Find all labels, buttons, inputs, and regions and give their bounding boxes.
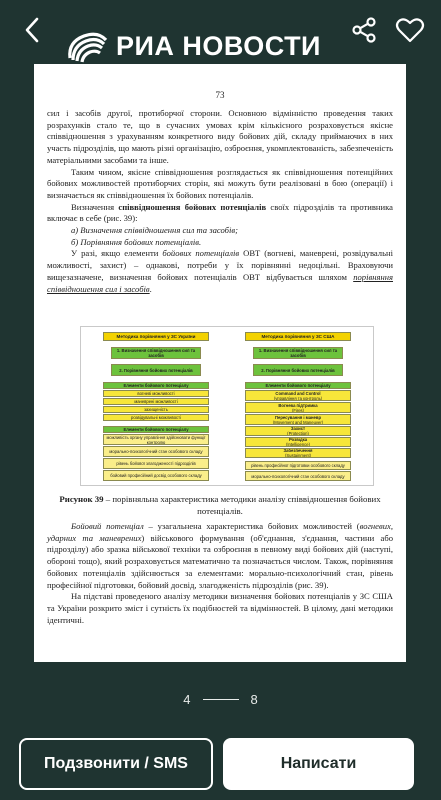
left-extra: морально-психологічний стан особового складу	[103, 446, 209, 457]
like-button[interactable]	[394, 14, 426, 46]
left-step1: 1. Визначення співвідношення сил та засобів	[111, 347, 201, 359]
logo-text: РИА НОВОСТИ	[116, 30, 321, 61]
share-icon	[348, 14, 380, 46]
right-element	[245, 426, 351, 436]
right-element-name: Вогнева підтримка	[278, 402, 318, 408]
caption-text: – порівняльна характеристика методики аналізу співвідношення бойових потенціалів.	[103, 494, 381, 516]
list-item	[47, 237, 393, 249]
text-span: ОВТ (вогневі, маневрені, розвідувальні можливості, захист) – однакові, потреби у їх порівнянні недоцільні. Враховуючи вищезазначене, визначення бойових потенціалів ОВТ відбувається шляхом	[47, 248, 393, 282]
right-element-name: Розвідка	[288, 437, 308, 442]
left-step2: 2. Порівняння бойових потенціалів	[111, 364, 201, 376]
right-element-name: Command and Control	[275, 390, 321, 396]
italic-term: вогневих, ударних та маневрених	[47, 521, 393, 543]
left-element: захищеність	[103, 406, 209, 413]
right-element-sub: (Fires)	[291, 407, 305, 413]
right-title: Методика порівняння у ЗС США	[245, 332, 351, 341]
list-item-text: а) Визначення співвідношення сил та засобів;	[71, 225, 238, 236]
pager-current: 4	[183, 691, 191, 707]
left-title: Методика порівняння у ЗС України	[103, 332, 209, 341]
right-extra: рівень професійної підготовки особового складу	[245, 461, 351, 470]
paragraph: сил і засобів другої, протиборчої сторони. Основною відмінністю проведення таких розрахунків стало те, що в сучасних умовах крім кількісного розраховується якісне співвідношення з урахуванням конкретного виду бойових дій, складу приймаючих в них участь підрозділів, що мають різні організацію, озброєння, укомплектованість, забезпеченість матеріальними засобами та інше.	[47, 108, 393, 165]
heart-icon	[394, 14, 426, 46]
italic-term: порівняння співвідношення сил і засобів	[47, 271, 393, 294]
text-span: своїх підрозділів та противника включає в себе (рис. 39):	[47, 201, 393, 224]
document-text-top	[47, 108, 393, 295]
ria-logo	[64, 26, 321, 66]
right-extra: морально-психологічний стан особового складу	[245, 471, 351, 481]
figure-caption	[47, 494, 393, 517]
paragraph	[47, 248, 393, 295]
left-extra: можливість органу управління здійснювати функції контролю	[103, 434, 209, 445]
text-span: Визначення	[71, 201, 119, 212]
paragraph: На підставі проведеного аналізу методики визначення бойових потенціалів у ЗС США та України розкрито зміст і сутність їх подібностей та відмінностей. В цілому, дані методики ідентичні.	[47, 591, 393, 625]
document-text-bottom	[47, 521, 393, 626]
gallery-pager	[0, 690, 441, 708]
list-item-text: б) Порівняння бойових потенціалів.	[71, 236, 202, 247]
right-element-sub: (управління та контроль)	[273, 395, 323, 401]
right-element	[245, 448, 351, 458]
left-element: маневрені можливості	[103, 398, 209, 405]
right-element	[245, 402, 351, 413]
right-element	[245, 390, 351, 401]
page-number: 73	[215, 90, 225, 100]
right-element-sub: (Movement and Maneuver)	[272, 419, 324, 425]
paragraph	[47, 521, 393, 591]
left-elements-header: Елементи бойового потенціалу	[103, 382, 209, 389]
right-element	[245, 414, 351, 425]
text-span: – узагальнена характеристика бойових можливостей (	[143, 521, 360, 531]
bold-term: співвідношення бойових потенціалів	[118, 201, 267, 212]
right-element-name: Захист	[290, 426, 306, 431]
list-item	[47, 225, 393, 237]
left-extra: рівень бойової злагодженості підрозділів	[103, 458, 209, 469]
top-bar	[0, 0, 441, 62]
ria-logo-mark	[64, 28, 110, 64]
right-element-sub: (Intelligence)	[286, 442, 310, 447]
pager-divider	[203, 699, 239, 700]
paragraph	[47, 202, 393, 225]
text-span: .	[149, 283, 152, 294]
right-element	[245, 437, 351, 447]
left-element: вогневі можливості	[103, 390, 209, 397]
right-element-sub: (Sustainment)	[284, 453, 312, 458]
right-step2: 2. Порівняння бойових потенціалів	[253, 364, 343, 376]
chevron-left-icon	[24, 17, 40, 43]
paragraph: Таким чином, якісне співвідношення розглядається як співвідношення потенційних бойових можливостей протиборчих сторін, які можуть бути реалізовані в бою (операції) і визначається як співвідношення їх бойових потенціалів.	[47, 166, 393, 200]
caption-label: Рисунок 39	[59, 494, 104, 504]
figure-39	[80, 326, 374, 486]
document-page[interactable]	[34, 64, 406, 662]
right-element-name: Забезпечення	[283, 448, 313, 453]
share-button[interactable]	[348, 14, 380, 46]
call-sms-button[interactable]: Подзвонити / SMS	[19, 738, 213, 790]
italic-term: Бойовий потенціал	[71, 521, 144, 531]
text-span: ) військового формування (об'єднання, з'єднання, частини або підрозділу) або зразка військової техніки та озброєння в певному виді бойових дій (наступі, обороні тощо), який розраховується математично та позначається числом. Також, порівняння бойових потенціалів здійснюється за елементами: морально-психологічний стан, рівень професійної підготовки, бойовий досвід, злагодженість підрозділів (рис. 39).	[47, 532, 393, 590]
right-step1: 1. Визначення співвідношення сил та засобів	[253, 347, 343, 359]
left-element: розвідувальні можливості	[103, 414, 209, 421]
write-button[interactable]: Написати	[223, 738, 414, 790]
right-elements-header: Елементи бойового потенціалу	[245, 382, 351, 389]
back-button[interactable]	[18, 14, 46, 46]
italic-term: бойових потенціалів	[162, 248, 240, 259]
text-span: У разі, якщо елементи	[71, 248, 163, 259]
left-extra-header: Елементи бойового потенціалу	[103, 426, 209, 433]
left-extra: бойовий професійний досвід особового складу	[103, 470, 209, 481]
right-element-name: Пересування і маневр	[274, 414, 322, 420]
pager-total: 8	[250, 691, 258, 707]
right-element-sub: (Protection)	[287, 431, 309, 436]
